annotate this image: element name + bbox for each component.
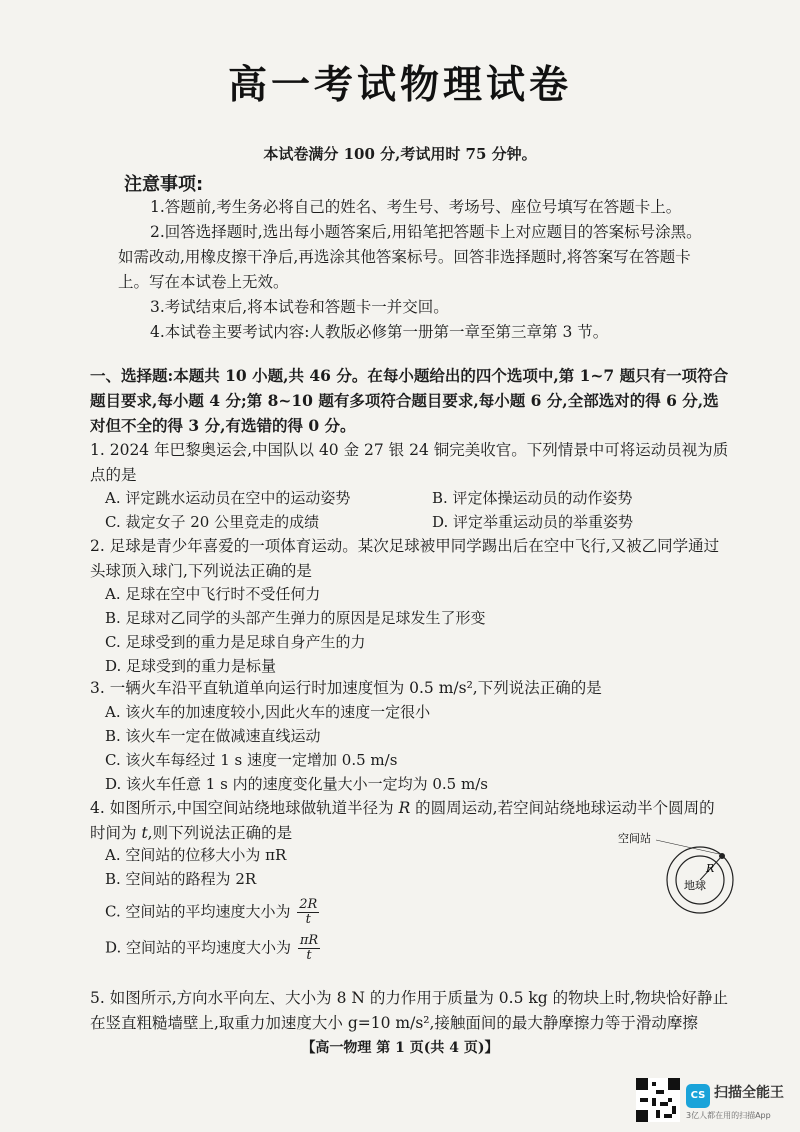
fraction-pir-over-t — [298, 934, 320, 963]
question-5-stem: 5. 如图所示,方向水平向左、大小为 8 N 的力作用于质量为 0.5 kg 的物块上时,物块恰好静止在竖直粗糙墙壁上,取重力加速度大小 g=10 m/s²,接触面间的最大静摩擦力等于滑动摩擦 — [90, 989, 729, 1032]
station-dot — [719, 853, 725, 859]
fraction-2r-over-t — [297, 898, 319, 927]
notice-item: 2.回答选择题时,选出每小题答案后,用铅笔把答题卡上对应题目的答案标号涂黑。如需改动,用橡皮擦干净后,再选涂其他答案标号。回答非选择题时,将答案写在答题卡上。写在本试卷上无效。 — [118, 223, 702, 291]
question-2-option-c: C. 足球受到的重力是足球自身产生的力 — [105, 633, 366, 651]
station-pointer — [656, 840, 719, 854]
question-2-option-b: B. 足球对乙同学的头部产生弹力的原因是足球发生了形变 — [105, 609, 486, 627]
notice-list — [118, 195, 708, 345]
question-1-stem: 1. 2024 年巴黎奥运会,中国队以 40 金 27 银 24 铜完美收官。下列情景中可将运动员视为质点的是 — [90, 441, 729, 484]
orbit-diagram — [614, 826, 744, 916]
scanner-brand: 扫描全能王 — [714, 1085, 784, 1101]
camscanner-logo: CS — [686, 1084, 710, 1108]
earth-label: 地球 — [684, 879, 706, 892]
fraction-denominator: t — [306, 948, 312, 963]
question-4-stem-part: 4. 如图所示,中国空间站绕地球做轨道半径为 — [90, 799, 399, 817]
exam-subtitle: 本试卷满分 100 分,考试用时 75 分钟。 — [263, 145, 537, 163]
question-3-option-c: C. 该火车每经过 1 s 速度一定增加 0.5 m/s — [105, 751, 398, 769]
question-1-option-b: B. 评定体操运动员的动作姿势 — [432, 489, 633, 507]
question-4-option-d — [105, 934, 320, 963]
station-label: 空间站 — [618, 832, 651, 845]
question-3-option-b: B. 该火车一定在做减速直线运动 — [105, 727, 321, 745]
question-3-option-a: A. 该火车的加速度较小,因此火车的速度一定很小 — [105, 703, 431, 721]
question-4-option-c — [105, 898, 319, 927]
fraction-numerator: πR — [299, 933, 319, 948]
qr-code-icon — [636, 1078, 680, 1122]
question-4-option-a: A. 空间站的位移大小为 πR — [105, 846, 287, 864]
question-4-stem-part: ,则下列说法正确的是 — [147, 824, 293, 842]
scanner-tagline: 3亿人都在用的扫描App — [686, 1111, 771, 1120]
question-1-option-c: C. 裁定女子 20 公里竞走的成绩 — [105, 513, 320, 531]
fraction-denominator: t — [305, 912, 311, 927]
notice-item: 1.答题前,考生务必将自己的姓名、考生号、考场号、座位号填写在答题卡上。 — [150, 198, 682, 216]
option-text: D. 空间站的平均速度大小为 — [105, 938, 292, 957]
question-3-option-d: D. 该火车任意 1 s 内的速度变化量大小一定均为 0.5 m/s — [105, 775, 488, 793]
question-2-option-d: D. 足球受到的重力是标量 — [105, 657, 277, 675]
page-footer: 【高一物理 第 1 页(共 4 页)】 — [301, 1040, 499, 1056]
question-4-stem-part: 的圆周运动,若空间站绕地球运动半个圆周的时间为 — [90, 799, 715, 842]
variable-t: t — [141, 824, 148, 842]
question-1-option-d: D. 评定举重运动员的举重姿势 — [432, 513, 634, 531]
option-text: C. 空间站的平均速度大小为 — [105, 902, 291, 921]
radius-label: R — [706, 862, 715, 875]
notice-item: 4.本试卷主要考试内容:人教版必修第一册第一章至第三章第 3 节。 — [150, 323, 609, 341]
question-2-option-a: A. 足球在空中飞行时不受任何力 — [105, 585, 321, 603]
question-1-option-a: A. 评定跳水运动员在空中的运动姿势 — [105, 489, 351, 507]
fraction-numerator: 2R — [299, 897, 318, 912]
exam-title: 高一考试物理试卷 — [227, 63, 572, 108]
section-instructions: 一、选择题:本题共 10 小题,共 46 分。在每小题给出的四个选项中,第 1~7 题只有一项符合题目要求,每小题 4 分;第 8~10 题有多项符合题目要求,每小题 6 分,全部选对的得 6 分,选对但不全的得 3 分,有选错的得 0 分。 — [90, 366, 729, 435]
scanner-watermark — [636, 1078, 796, 1126]
variable-r: R — [398, 799, 411, 817]
question-3-stem: 3. 一辆火车沿平直轨道单向运行时加速度恒为 0.5 m/s²,下列说法正确的是 — [90, 679, 602, 697]
question-4-option-b: B. 空间站的路程为 2R — [105, 870, 257, 888]
question-2-stem: 2. 足球是青少年喜爱的一项体育运动。某次足球被甲同学踢出后在空中飞行,又被乙同学通过头球顶入球门,下列说法正确的是 — [90, 537, 720, 580]
notice-item: 3.考试结束后,将本试卷和答题卡一并交回。 — [150, 298, 449, 316]
notice-heading: 注意事项: — [124, 174, 204, 195]
